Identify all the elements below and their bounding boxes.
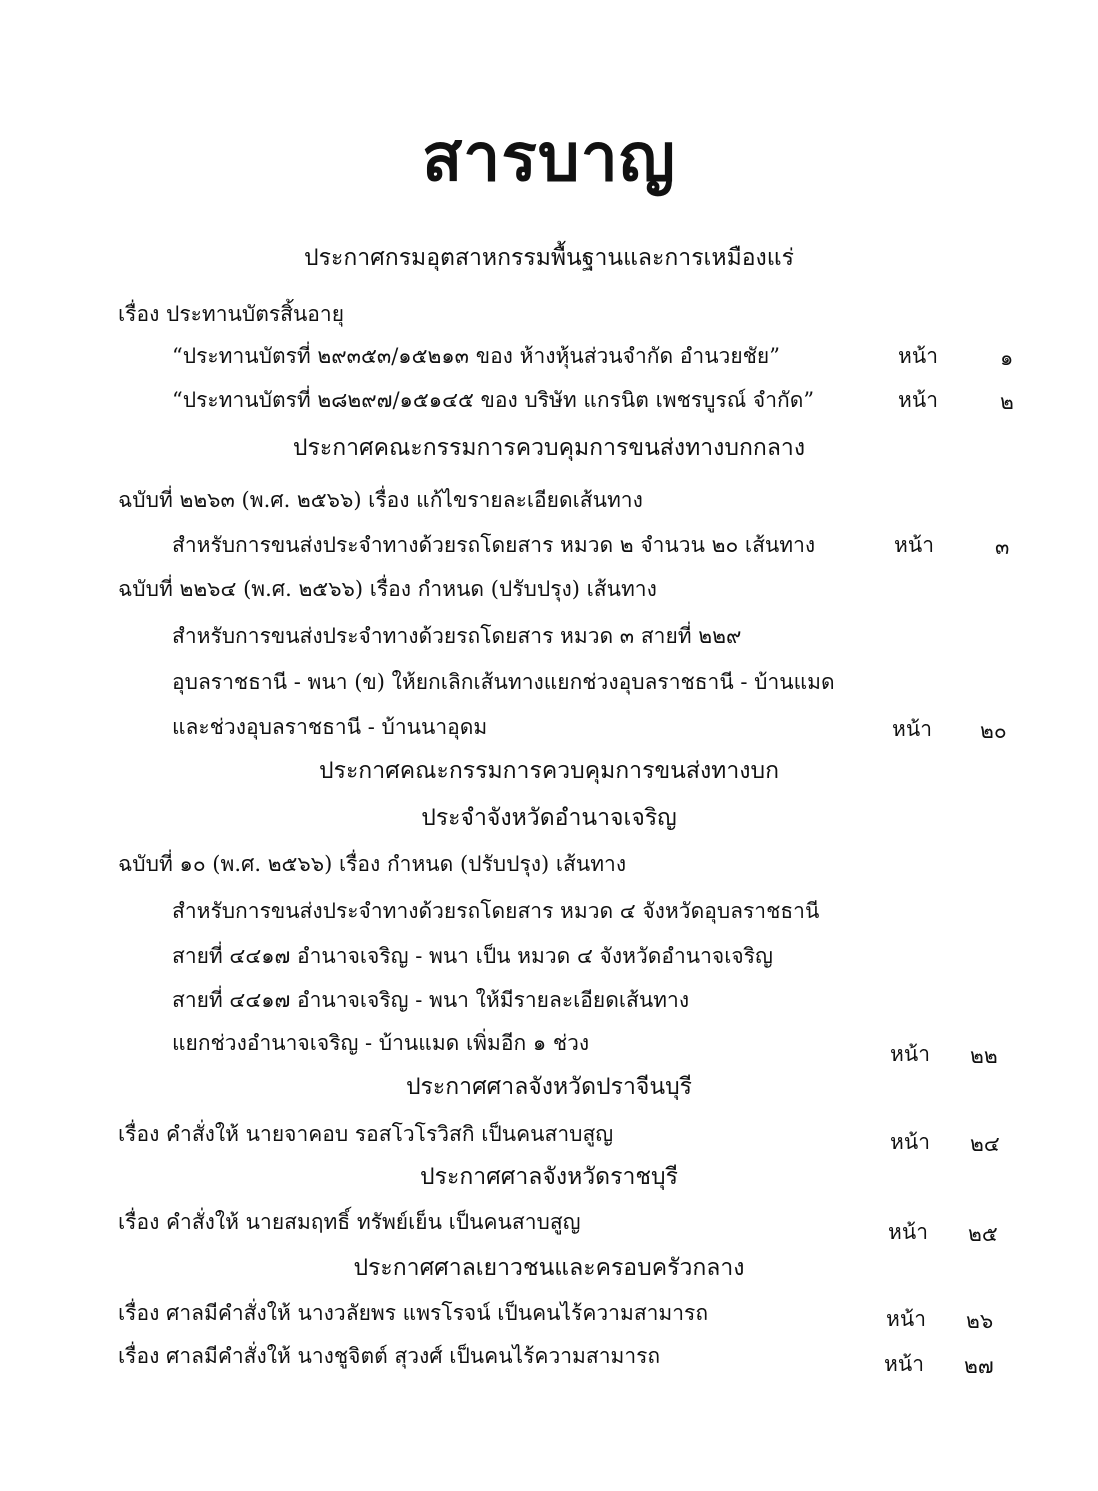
page-label: หน้า [886, 1307, 926, 1331]
entry-line: “ประทานบัตรที่ ๒๘๒๙๗/๑๕๑๔๕ ของ บริษัท แกรนิต เพชรบูรณ์ จำกัด” [172, 388, 815, 412]
page-label: หน้า [894, 533, 934, 557]
page-number: ๒๖ [966, 1309, 994, 1333]
page-number: ๒๗ [964, 1354, 994, 1378]
entry-line: สำหรับการขนส่งประจำทางด้วยรถโดยสาร หมวด ๓ สายที่ ๒๒๙ [172, 624, 742, 648]
page-label: หน้า [898, 388, 938, 412]
section-heading: ประกาศคณะกรรมการควบคุมการขนส่งทางบกกลาง [292, 435, 806, 461]
entry-line: เรื่อง คำสั่งให้ นายสมฤทธิ์ ทรัพย์เย็น เป็นคนสาบสูญ [118, 1210, 581, 1234]
page-number: ๒๕ [968, 1222, 998, 1246]
section-heading: ประกาศศาลจังหวัดราชบุรี [420, 1164, 678, 1190]
page-label: หน้า [884, 1352, 924, 1376]
entry-line: เรื่อง ศาลมีคำสั่งให้ นางวลัยพร แพรโรจน์ เป็นคนไร้ความสามารถ [118, 1301, 709, 1325]
entry-line: สำหรับการขนส่งประจำทางด้วยรถโดยสาร หมวด ๒ จำนวน ๒๐ เส้นทาง [172, 533, 816, 557]
entry-line: และช่วงอุบลราชธานี - บ้านนาอุดม [172, 715, 488, 739]
page-label: หน้า [888, 1220, 928, 1244]
entry-line: สายที่ ๔๔๑๗ อำนาจเจริญ - พนา เป็น หมวด ๔ จังหวัดอำนาจเจริญ [172, 944, 773, 968]
page-label: หน้า [890, 1130, 930, 1154]
section-heading: ประกาศคณะกรรมการควบคุมการขนส่งทางบก [319, 758, 779, 784]
entry-line: สำหรับการขนส่งประจำทางด้วยรถโดยสาร หมวด ๔ จังหวัดอุบลราชธานี [172, 899, 820, 923]
entry-line: ฉบับที่ ๒๒๖๔ (พ.ศ. ๒๕๖๖) เรื่อง กำหนด (ปรับปรุง) เส้นทาง [118, 577, 657, 601]
page-number: ๒ [1000, 390, 1014, 414]
page-number: ๒๔ [970, 1132, 1000, 1156]
entry-line: สายที่ ๔๔๑๗ อำนาจเจริญ - พนา ให้มีรายละเอียดเส้นทาง [172, 988, 690, 1012]
entry-line: เรื่อง คำสั่งให้ นายจาคอบ รอสโวโรวิสกิ เป็นคนสาบสูญ [118, 1122, 614, 1146]
section-heading: ประกาศศาลเยาวชนและครอบครัวกลาง [353, 1255, 745, 1281]
page-label: หน้า [892, 717, 932, 741]
page-number: ๒๐ [980, 719, 1007, 743]
section-subheading: ประจำจังหวัดอำนาจเจริญ [421, 805, 677, 831]
section-heading: ประกาศกรมอุตสาหกรรมพื้นฐานและการเหมืองแร่ [304, 245, 794, 271]
page-label: หน้า [890, 1042, 930, 1066]
page-label: หน้า [898, 344, 938, 368]
entry-line: แยกช่วงอำนาจเจริญ - บ้านแมด เพิ่มอีก ๑ ช่วง [172, 1031, 590, 1055]
entry-line: อุบลราชธานี - พนา (ข) ให้ยกเลิกเส้นทางแยกช่วงอุบลราชธานี - บ้านแมด [172, 670, 835, 694]
entry-line: “ประทานบัตรที่ ๒๙๓๕๓/๑๕๒๑๓ ของ ห้างหุ้นส่วนจำกัด อำนวยชัย” [172, 344, 780, 368]
page-number: ๑ [1000, 346, 1014, 370]
entry-line: เรื่อง ประทานบัตรสิ้นอายุ [118, 302, 345, 326]
page-number: ๓ [995, 535, 1010, 559]
page-title: สารบาญ [422, 119, 676, 196]
page-number: ๒๒ [970, 1044, 998, 1068]
section-heading: ประกาศศาลจังหวัดปราจีนบุรี [405, 1074, 693, 1100]
entry-line: ฉบับที่ ๑๐ (พ.ศ. ๒๕๖๖) เรื่อง กำหนด (ปรับปรุง) เส้นทาง [118, 852, 627, 876]
entry-line: เรื่อง ศาลมีคำสั่งให้ นางชูจิตต์ สุวงศ์ เป็นคนไร้ความสามารถ [118, 1344, 661, 1368]
entry-line: ฉบับที่ ๒๒๖๓ (พ.ศ. ๒๕๖๖) เรื่อง แก้ไขรายละเอียดเส้นทาง [118, 488, 643, 512]
